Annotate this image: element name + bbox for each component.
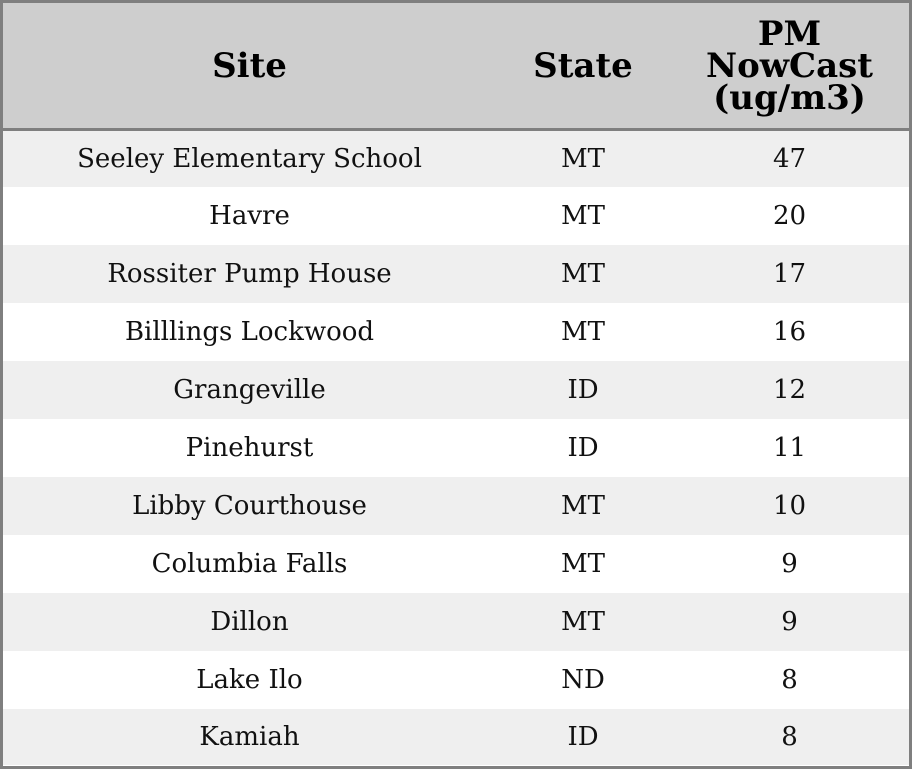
table-row	[3, 187, 909, 245]
column-header-pm-line-3: (ug/m3)	[713, 77, 866, 118]
cell-site: Grangeville	[3, 361, 496, 419]
cell-pm-nowcast: 17	[670, 245, 909, 303]
table-row	[3, 593, 909, 651]
cell-site: Libby Courthouse	[3, 477, 496, 535]
table-row	[3, 709, 909, 765]
cell-state: ID	[496, 709, 670, 765]
table-row	[3, 419, 909, 477]
cell-site: Havre	[3, 187, 496, 245]
cell-site: Dillon	[3, 593, 496, 651]
table-row	[3, 303, 909, 361]
cell-state: MT	[496, 303, 670, 361]
cell-pm-nowcast: 16	[670, 303, 909, 361]
cell-site: Pinehurst	[3, 419, 496, 477]
cell-pm-nowcast: 20	[670, 187, 909, 245]
cell-pm-nowcast: 47	[670, 130, 909, 188]
pm-nowcast-table	[3, 3, 909, 765]
cell-pm-nowcast: 9	[670, 535, 909, 593]
cell-state: ID	[496, 361, 670, 419]
cell-state: MT	[496, 245, 670, 303]
cell-state: MT	[496, 477, 670, 535]
cell-state: ID	[496, 419, 670, 477]
table-row	[3, 245, 909, 303]
cell-pm-nowcast: 12	[670, 361, 909, 419]
table-row	[3, 535, 909, 593]
table-row	[3, 361, 909, 419]
column-header-pm-nowcast	[670, 3, 909, 130]
table-row	[3, 477, 909, 535]
cell-site: Rossiter Pump House	[3, 245, 496, 303]
cell-state: MT	[496, 535, 670, 593]
cell-site: Billlings Lockwood	[3, 303, 496, 361]
cell-site: Seeley Elementary School	[3, 130, 496, 188]
cell-site: Kamiah	[3, 709, 496, 765]
column-header-pm-line-2: NowCast	[706, 45, 873, 86]
cell-site: Lake Ilo	[3, 651, 496, 709]
column-header-state: State	[496, 3, 670, 130]
table-row	[3, 130, 909, 188]
cell-pm-nowcast: 9	[670, 593, 909, 651]
cell-state: MT	[496, 187, 670, 245]
cell-pm-nowcast: 10	[670, 477, 909, 535]
table-body	[3, 130, 909, 766]
column-header-site: Site	[3, 3, 496, 130]
cell-state: MT	[496, 130, 670, 188]
table-row	[3, 651, 909, 709]
cell-site: Columbia Falls	[3, 535, 496, 593]
cell-pm-nowcast: 8	[670, 709, 909, 765]
cell-pm-nowcast: 8	[670, 651, 909, 709]
cell-state: MT	[496, 593, 670, 651]
column-header-pm-line-1: PM	[757, 13, 822, 54]
cell-state: ND	[496, 651, 670, 709]
header-row	[3, 3, 909, 130]
cell-pm-nowcast: 11	[670, 419, 909, 477]
table-header	[3, 3, 909, 130]
